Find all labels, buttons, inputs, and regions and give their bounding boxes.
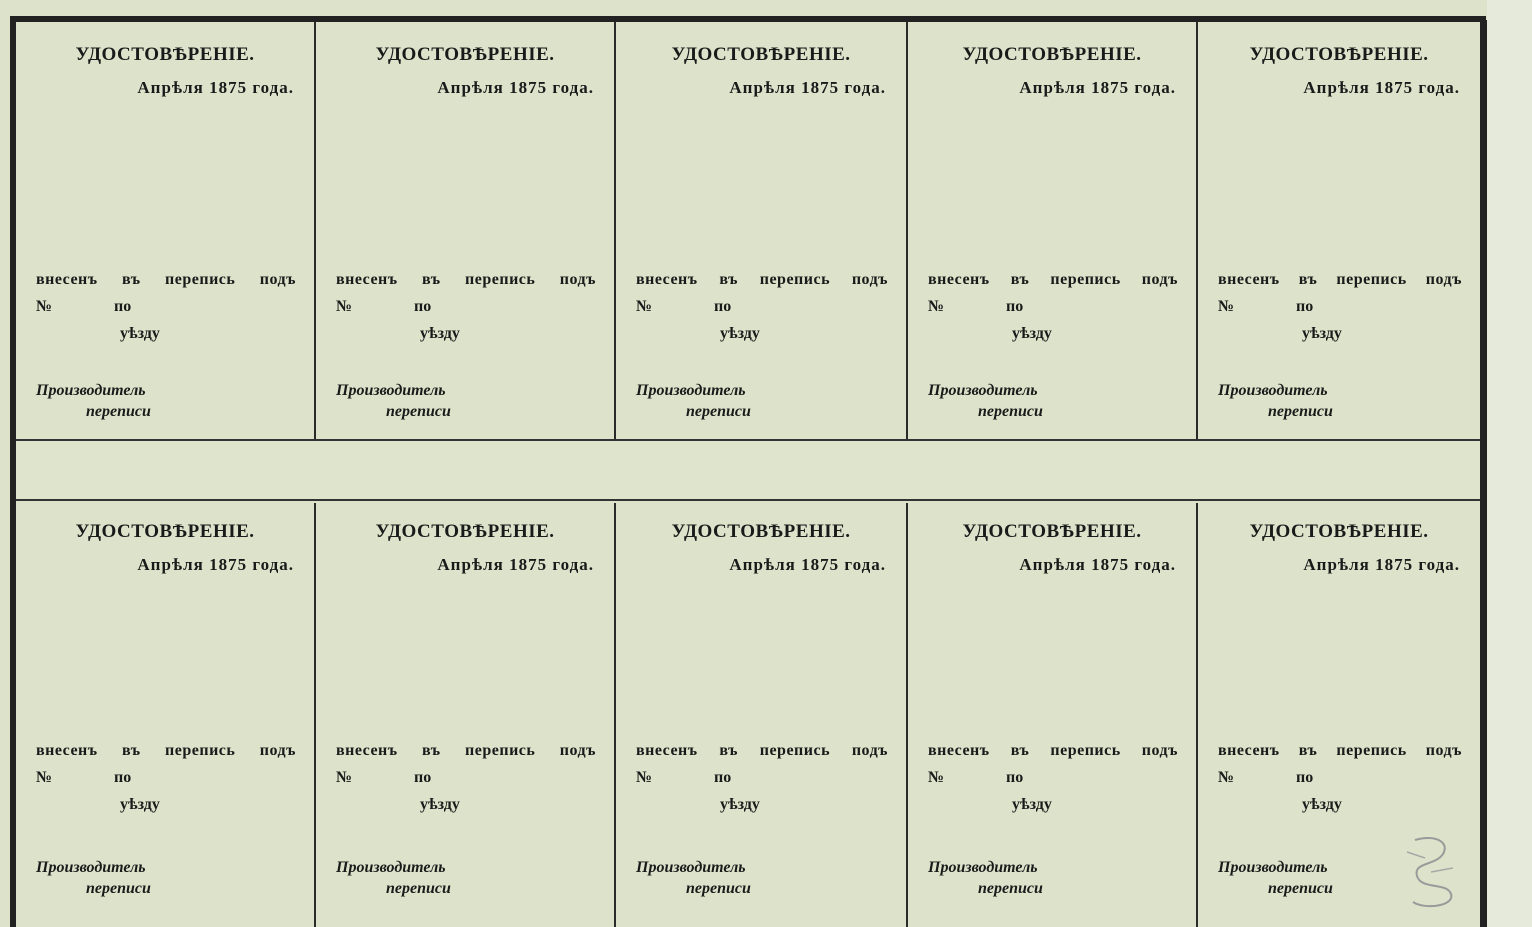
certificate-title: УДОСТОВѢРЕНІЕ. [962, 521, 1142, 542]
uezd-word: уѣзду [720, 796, 760, 813]
certificate-row-top [16, 22, 1480, 441]
po-word: по [1296, 298, 1314, 315]
entry-word: подъ [851, 742, 888, 759]
signer-line1: Производитель [36, 859, 146, 876]
signer-label [1218, 857, 1333, 899]
certificate-date: Апрѣля 1875 года. [1303, 78, 1460, 97]
certificate-row-bottom [16, 503, 1480, 927]
entry-number-line [1218, 764, 1462, 791]
number-sign: № [336, 769, 353, 786]
entry-line [928, 266, 1178, 293]
uezd-word: уѣзду [1302, 325, 1342, 342]
census-entry-block [336, 266, 596, 347]
census-entry-block [636, 266, 888, 347]
entry-word: внесенъ [636, 271, 698, 288]
entry-word: въ [1298, 742, 1318, 759]
entry-word: внесенъ [928, 742, 990, 759]
entry-word: внесенъ [1218, 271, 1280, 288]
entry-word: подъ [1141, 271, 1178, 288]
uezd-word: уѣзду [420, 796, 460, 813]
entry-word: перепись [1050, 742, 1121, 759]
certificate-date: Апрѣля 1875 года. [1019, 555, 1176, 574]
certificate-card [908, 22, 1198, 441]
number-sign: № [36, 298, 53, 315]
entry-word: перепись [165, 742, 236, 759]
entry-line [636, 737, 888, 764]
signer-line1: Производитель [636, 382, 746, 399]
uezd-word: уѣзду [1012, 796, 1052, 813]
entry-number-line [336, 293, 596, 320]
entry-line [36, 737, 296, 764]
census-entry-block [1218, 266, 1462, 347]
po-word: по [414, 769, 432, 786]
certificate-card [1198, 22, 1480, 441]
entry-line [1218, 737, 1462, 764]
entry-word: въ [122, 742, 141, 759]
census-entry-block [928, 737, 1178, 818]
entry-word: внесенъ [1218, 742, 1280, 759]
signer-label [636, 380, 751, 422]
entry-word: перепись [759, 271, 831, 288]
signer-label [36, 380, 151, 422]
signer-label [636, 857, 751, 899]
certificate-title: УДОСТОВѢРЕНІЕ. [671, 44, 851, 65]
po-word: по [714, 769, 732, 786]
number-sign: № [36, 769, 53, 786]
entry-word: въ [719, 742, 738, 759]
census-entry-block [36, 266, 296, 347]
entry-number-line [336, 764, 596, 791]
entry-line [928, 737, 1178, 764]
signer-line2: переписи [1268, 403, 1333, 420]
uezd-word: уѣзду [120, 325, 160, 342]
signer-line2: переписи [978, 880, 1043, 897]
frame-right-rule [1480, 20, 1487, 927]
certificate-date: Апрѣля 1875 года. [1303, 555, 1460, 574]
number-sign: № [928, 298, 945, 315]
census-entry-block [36, 737, 296, 818]
certificate-card [316, 503, 616, 927]
po-word: по [114, 769, 132, 786]
entry-word: внесенъ [336, 271, 398, 288]
certificate-date: Апрѣля 1875 года. [1019, 78, 1176, 97]
signer-line1: Производитель [36, 382, 146, 399]
po-word: по [114, 298, 132, 315]
entry-line [636, 266, 888, 293]
signer-line1: Производитель [928, 382, 1038, 399]
certificate-card [316, 22, 616, 441]
uezd-word: уѣзду [720, 325, 760, 342]
number-sign: № [636, 298, 653, 315]
signer-line1: Производитель [336, 859, 446, 876]
certificate-date: Апрѣля 1875 года. [437, 78, 594, 97]
entry-word: внесенъ [336, 742, 398, 759]
certificate-title: УДОСТОВѢРЕНІЕ. [375, 521, 555, 542]
entry-word: подъ [1425, 742, 1462, 759]
certificate-date: Апрѣля 1875 года. [137, 78, 294, 97]
signer-label [928, 857, 1043, 899]
census-entry-block [1218, 737, 1462, 818]
entry-word: подъ [559, 742, 596, 759]
entry-number-line [36, 764, 296, 791]
entry-word: подъ [851, 271, 888, 288]
entry-word: подъ [1141, 742, 1178, 759]
signer-line1: Производитель [1218, 382, 1328, 399]
number-sign: № [1218, 298, 1235, 315]
entry-word: перепись [759, 742, 831, 759]
entry-word: перепись [465, 271, 536, 288]
uezd-word: уѣзду [120, 796, 160, 813]
entry-word: подъ [259, 742, 296, 759]
census-entry-block [636, 737, 888, 818]
po-word: по [1296, 769, 1314, 786]
entry-word: подъ [259, 271, 296, 288]
entry-word: перепись [165, 271, 236, 288]
right-margin [1487, 0, 1532, 927]
signer-line1: Производитель [928, 859, 1038, 876]
handwritten-mark-icon [1395, 832, 1465, 912]
certificate-date: Апрѣля 1875 года. [437, 555, 594, 574]
entry-number-line [1218, 293, 1462, 320]
entry-word: перепись [465, 742, 536, 759]
entry-word: въ [719, 271, 738, 288]
entry-number-line [636, 293, 888, 320]
entry-word: перепись [1050, 271, 1121, 288]
signer-label [336, 857, 451, 899]
entry-word: перепись [1336, 742, 1407, 759]
signer-line2: переписи [386, 880, 451, 897]
entry-line [336, 737, 596, 764]
signer-line1: Производитель [1218, 859, 1328, 876]
entry-word: перепись [1336, 271, 1407, 288]
signer-line1: Производитель [336, 382, 446, 399]
entry-line [336, 266, 596, 293]
entry-word: въ [1298, 271, 1318, 288]
certificate-date: Апрѣля 1875 года. [137, 555, 294, 574]
entry-word: въ [422, 742, 441, 759]
certificate-date: Апрѣля 1875 года. [729, 555, 886, 574]
cut-line-upper [16, 439, 1480, 441]
signer-line2: переписи [686, 880, 751, 897]
certificate-card [16, 503, 316, 927]
entry-word: внесенъ [928, 271, 990, 288]
cut-line-lower [16, 499, 1480, 501]
entry-word: въ [422, 271, 441, 288]
signer-line1: Производитель [636, 859, 746, 876]
number-sign: № [1218, 769, 1235, 786]
entry-word: подъ [559, 271, 596, 288]
certificate-title: УДОСТОВѢРЕНІЕ. [1249, 521, 1429, 542]
certificate-title: УДОСТОВѢРЕНІЕ. [75, 521, 255, 542]
signer-line2: переписи [86, 880, 151, 897]
uezd-word: уѣзду [1302, 796, 1342, 813]
separator-strip [16, 441, 1480, 501]
signer-line2: переписи [978, 403, 1043, 420]
number-sign: № [928, 769, 945, 786]
certificate-card [616, 22, 908, 441]
signer-line2: переписи [386, 403, 451, 420]
number-sign: № [336, 298, 353, 315]
certificate-title: УДОСТОВѢРЕНІЕ. [962, 44, 1142, 65]
entry-number-line [636, 764, 888, 791]
number-sign: № [636, 769, 653, 786]
census-entry-block [336, 737, 596, 818]
po-word: по [414, 298, 432, 315]
entry-word: подъ [1425, 271, 1462, 288]
entry-number-line [928, 293, 1178, 320]
signer-line2: переписи [1268, 880, 1333, 897]
certificate-card [616, 503, 908, 927]
certificate-card [908, 503, 1198, 927]
certificate-date: Апрѣля 1875 года. [729, 78, 886, 97]
entry-number-line [36, 293, 296, 320]
signer-label [336, 380, 451, 422]
entry-line [36, 266, 296, 293]
certificate-title: УДОСТОВѢРЕНІЕ. [75, 44, 255, 65]
signer-label [36, 857, 151, 899]
signer-label [928, 380, 1043, 422]
entry-word: въ [122, 271, 141, 288]
po-word: по [714, 298, 732, 315]
po-word: по [1006, 298, 1024, 315]
certificate-title: УДОСТОВѢРЕНІЕ. [1249, 44, 1429, 65]
signer-line2: переписи [86, 403, 151, 420]
entry-word: въ [1010, 742, 1030, 759]
entry-word: въ [1010, 271, 1030, 288]
certificate-card [16, 22, 316, 441]
signer-line2: переписи [686, 403, 751, 420]
census-entry-block [928, 266, 1178, 347]
certificate-title: УДОСТОВѢРЕНІЕ. [375, 44, 555, 65]
entry-number-line [928, 764, 1178, 791]
uezd-word: уѣзду [1012, 325, 1052, 342]
entry-line [1218, 266, 1462, 293]
uezd-word: уѣзду [420, 325, 460, 342]
signer-label [1218, 380, 1333, 422]
entry-word: внесенъ [36, 742, 98, 759]
po-word: по [1006, 769, 1024, 786]
entry-word: внесенъ [36, 271, 98, 288]
certificate-title: УДОСТОВѢРЕНІЕ. [671, 521, 851, 542]
entry-word: внесенъ [636, 742, 698, 759]
